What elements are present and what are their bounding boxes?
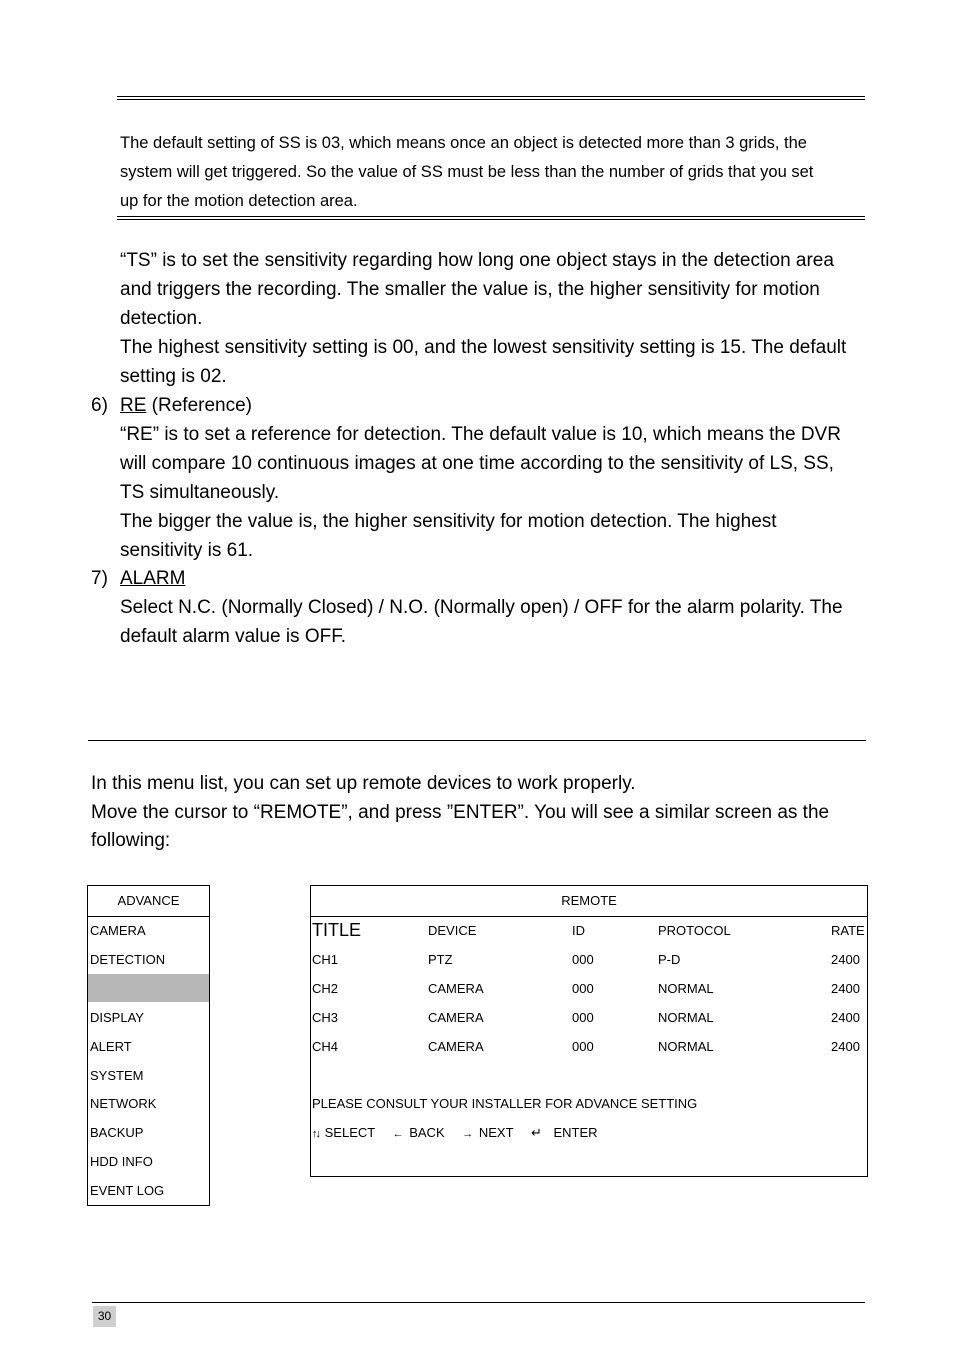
enter-hint: ENTER (553, 1125, 598, 1140)
page-number: 30 (93, 1306, 116, 1327)
note-line: up for the motion detection area. (120, 192, 358, 210)
left-arrow-icon: ← (392, 1128, 404, 1140)
up-down-arrow-icon: ↑↓ (312, 1128, 319, 1140)
row-ch1-device[interactable]: PTZ (428, 952, 453, 967)
section-rule (88, 740, 866, 741)
advance-menu-header: ADVANCE (88, 886, 209, 917)
item-6-heading-suffix: (Reference) (146, 395, 253, 416)
menu-item-backup[interactable]: BACKUP (90, 1125, 144, 1140)
note-line: system will get triggered. So the value of SS must be less than the number of grids that you set (120, 163, 814, 181)
row-ch1-title: CH1 (312, 952, 339, 967)
menu-item-system[interactable]: SYSTEM (90, 1068, 144, 1083)
column-header-device: DEVICE (428, 923, 477, 938)
menu-item-detection[interactable]: DETECTION (90, 952, 166, 967)
note-line: The default setting of SS is 03, which means once an object is detected more than 3 grids, the (120, 134, 807, 152)
next-hint: NEXT (478, 1125, 514, 1140)
ts-line: setting is 02. (120, 366, 227, 387)
row-ch1-id[interactable]: 000 (572, 952, 594, 967)
item-7-line: default alarm value is OFF. (120, 626, 346, 647)
column-header-protocol: PROTOCOL (658, 923, 731, 938)
row-ch4-device[interactable]: CAMERA (428, 1039, 484, 1054)
row-ch3-title: CH3 (312, 1010, 339, 1025)
advance-menu (87, 885, 210, 1206)
note-text (120, 129, 866, 216)
row-ch1-protocol[interactable]: P-D (658, 952, 681, 967)
column-header-id: ID (572, 923, 585, 938)
advance-menu-selected-highlight (88, 974, 209, 1002)
row-ch4-title: CH4 (312, 1039, 339, 1054)
item-6-line: The bigger the value is, the higher sensitivity for motion detection. The highest (120, 511, 777, 532)
item-6-line: TS simultaneously. (120, 482, 280, 503)
column-header-title: TITLE (312, 920, 362, 940)
note-bottom-rule (117, 216, 865, 220)
ts-line: “TS” is to set the sensitivity regarding how long one object stays in the detection area (120, 250, 834, 271)
item-6-number: 6) (91, 395, 108, 416)
menu-item-camera[interactable]: CAMERA (90, 923, 146, 938)
menu-item-alert[interactable]: ALERT (90, 1039, 132, 1054)
right-arrow-icon: → (462, 1128, 474, 1140)
item-6-heading (120, 395, 252, 417)
row-ch3-rate[interactable]: 2400 (831, 1010, 860, 1025)
item-7-line: Select N.C. (Normally Closed) / N.O. (Normally open) / OFF for the alarm polarity. The (120, 597, 843, 618)
row-ch2-title: CH2 (312, 981, 339, 996)
ts-line: The highest sensitivity setting is 00, and the lowest sensitivity setting is 15. The default (120, 337, 847, 358)
enter-return-icon: ↵ (530, 1125, 542, 1140)
item-6-line: “RE” is to set a reference for detection. The default value is 10, which means the DVR (120, 424, 841, 445)
item-7-heading: ALARM (120, 568, 186, 589)
row-ch4-id[interactable]: 000 (572, 1039, 594, 1054)
select-hint: SELECT (324, 1125, 375, 1140)
item-6-heading-term: RE (120, 395, 147, 416)
intro-line: Move the cursor to “REMOTE”, and press ”ENTER”. You will see a similar screen as the (91, 802, 830, 823)
remote-panel (310, 885, 868, 1177)
menu-item-event-log[interactable]: EVENT LOG (90, 1183, 165, 1198)
row-ch1-rate[interactable]: 2400 (831, 952, 860, 967)
note-top-rule (117, 96, 865, 100)
menu-item-hdd-info[interactable]: HDD INFO (90, 1154, 153, 1169)
item-6-line: will compare 10 continuous images at one time according to the sensitivity of LS, SS, (120, 453, 834, 474)
row-ch2-protocol[interactable]: NORMAL (658, 981, 714, 996)
intro-line: following: (91, 830, 171, 851)
row-ch4-rate[interactable]: 2400 (831, 1039, 860, 1054)
back-hint: BACK (409, 1125, 445, 1140)
column-header-rate: RATE (831, 923, 865, 938)
item-6-line: sensitivity is 61. (120, 540, 254, 561)
row-ch4-protocol[interactable]: NORMAL (658, 1039, 714, 1054)
ts-line: detection. (120, 308, 203, 329)
row-ch3-protocol[interactable]: NORMAL (658, 1010, 714, 1025)
item-7-number: 7) (91, 568, 108, 589)
row-ch2-device[interactable]: CAMERA (428, 981, 484, 996)
menu-item-network[interactable]: NETWORK (90, 1096, 157, 1111)
installer-notice: PLEASE CONSULT YOUR INSTALLER FOR ADVANCE SETTING (312, 1096, 698, 1111)
row-ch2-rate[interactable]: 2400 (831, 981, 860, 996)
row-ch3-id[interactable]: 000 (572, 1010, 594, 1025)
row-ch3-device[interactable]: CAMERA (428, 1010, 484, 1025)
footer-rule (92, 1302, 865, 1303)
row-ch2-id[interactable]: 000 (572, 981, 594, 996)
intro-line: In this menu list, you can set up remote devices to work properly. (91, 773, 636, 794)
nav-hints (312, 1118, 598, 1149)
remote-panel-header: REMOTE (311, 886, 867, 917)
ts-line: and triggers the recording. The smaller the value is, the higher sensitivity for motion (120, 279, 820, 300)
menu-item-display[interactable]: DISPLAY (90, 1010, 144, 1025)
